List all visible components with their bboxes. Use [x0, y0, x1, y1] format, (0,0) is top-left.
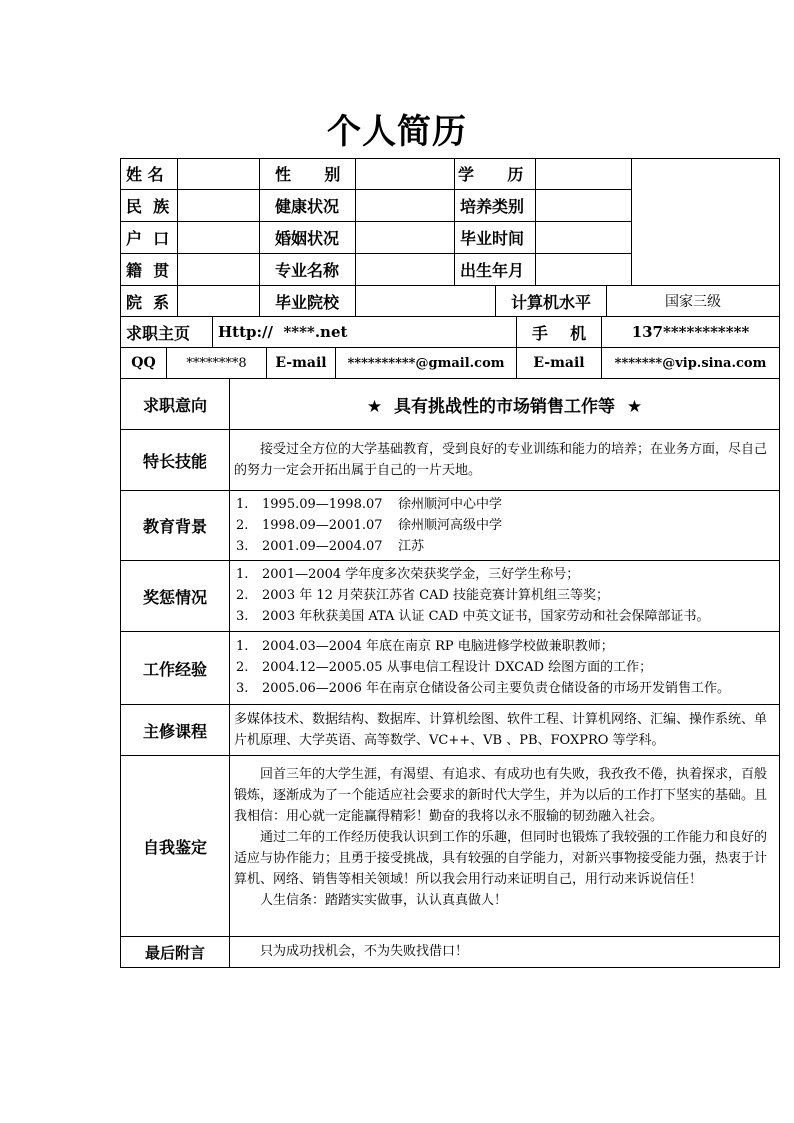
education-label: 学 历	[458, 165, 524, 184]
marital-field[interactable]	[356, 222, 454, 253]
intent-value: ★ 具有挑战性的市场销售工作等 ★	[366, 396, 643, 417]
hukou-label: 户 口	[126, 229, 170, 248]
education-field[interactable]	[536, 158, 631, 189]
list-item: 1. 2001—2004 学年度多次荣获奖学金，三好学生称号；	[236, 567, 580, 582]
health-label: 健康状况	[275, 197, 340, 216]
ethnicity-label: 民 族	[126, 197, 170, 216]
skills-text: 接受过全方位的大学基础教育，受到良好的专业训练和能力的培养；在业务方面，尽自己的努力一定会开拓出属于自己的一片天地。	[234, 442, 768, 478]
skills-label: 特长技能	[142, 451, 207, 471]
list-item: 3. 2003 年秋获美国 ATA 认证 CAD 中英文证书，国家劳动和社会保障部证书。	[236, 609, 710, 624]
school-label: 毕业院校	[275, 292, 340, 312]
work-label: 工作经验	[142, 659, 207, 679]
graduation-time-field[interactable]	[536, 222, 631, 253]
photo-area[interactable]	[632, 159, 779, 285]
native-label: 籍 贯	[126, 261, 170, 280]
department-label: 院 系	[126, 292, 170, 312]
education-list	[236, 494, 776, 557]
work-list	[236, 636, 776, 699]
computer-value: 国家三级	[665, 294, 721, 310]
list-item: 2. 1998.09—2001.07 徐州顺河高级中学	[236, 518, 503, 533]
intent-label: 求职意向	[142, 395, 207, 415]
list-item: 2. 2003 年 12 月荣获江苏省 CAD 技能竞赛计算机组三等奖；	[236, 588, 610, 603]
education-section-label: 教育背景	[142, 517, 207, 536]
gender-label: 性 别	[275, 165, 341, 184]
qq-value: ********8	[186, 355, 247, 371]
health-field[interactable]	[356, 190, 454, 221]
list-item: 1. 2004.03—2004 年底在南京 RP 电脑进修学校做兼职教师；	[236, 639, 614, 654]
mobile-label: 手 机	[531, 323, 587, 343]
gender-field[interactable]	[356, 158, 454, 189]
email1-value[interactable]: **********@gmail.com	[347, 355, 505, 371]
awards-list	[236, 564, 776, 627]
native-field[interactable]	[178, 254, 258, 285]
graduation-time-label: 毕业时间	[460, 229, 525, 248]
closing-label: 最后附言	[144, 943, 205, 962]
list-item: 1. 1995.09—1998.07 徐州顺河中心中学	[236, 497, 503, 512]
major-label: 专业名称	[275, 261, 340, 280]
email2-label: E-mail	[533, 355, 585, 371]
name-field[interactable]	[178, 158, 258, 189]
list-item: 3. 2001.09—2004.07 江苏	[236, 539, 425, 554]
page-title: 个人简历	[327, 112, 467, 152]
birth-field[interactable]	[536, 254, 631, 285]
department-field[interactable]	[178, 286, 258, 316]
training-field[interactable]	[536, 190, 631, 221]
mobile-value: 137***********	[631, 323, 750, 341]
homepage-value[interactable]: Http:// ****.net	[218, 323, 348, 341]
name-label: 姓 名	[126, 165, 164, 184]
email2-value[interactable]: *******@vip.sina.com	[614, 355, 767, 371]
qq-label: QQ	[131, 355, 156, 371]
list-item: 3. 2005.06—2006 年在南京仓储设备公司主要负责仓储设备的市场开发销售工作。	[236, 681, 730, 696]
resume-table	[120, 158, 780, 968]
ethnicity-field[interactable]	[178, 190, 258, 221]
closing-text: 只为成功找机会，不为失败找借口！	[260, 944, 469, 959]
computer-label: 计算机水平	[510, 292, 591, 312]
self-label: 自我鉴定	[142, 837, 207, 857]
list-item: 2. 2004.12—2005.05 从事电信工程设计 DXCAD 绘图方面的工作；	[236, 660, 653, 675]
training-label: 培养类别	[460, 197, 525, 216]
awards-label: 奖惩情况	[142, 587, 207, 607]
email1-label: E-mail	[275, 355, 327, 371]
courses-text: 多媒体技术、数据结构、数据库、计算机绘图、软件工程、计算机网络、汇编、操作系统、单片机原理、大学英语、高等数学、VC++、VB 、PB、FOXPRO 等学科。	[234, 712, 768, 748]
self-text: 回首三年的大学生涯，有渴望、有追求、有成功也有失败，我孜孜不倦，执着探求，百般锻炼，逐渐成为了一个能适应社会要求的新时代大学生，并为以后的工作打下坚实的基础。且我相信：用心就一定能赢得精彩！勤奋的我将以永不服输的韧劲融入社会。 通过二年的工作经历使我认识到工作的乐趣，但同时也锻炼了我较强的工作能力和良好的适应与协作能力；且勇于接受挑战，具有较强的自学能力，对新兴事物接受能力强，热衷于计算机、网络、销售等相关领域！所以我会用行动来证明自己，用行动来诉说信任！ 人生信条：踏踏实实做事，认认真真做人！	[234, 767, 768, 908]
homepage-label: 求职主页	[126, 323, 191, 343]
major-field[interactable]	[356, 254, 454, 285]
hukou-field[interactable]	[178, 222, 258, 253]
courses-label: 主修课程	[142, 721, 207, 741]
birth-label: 出生年月	[460, 261, 525, 280]
school-field[interactable]	[356, 286, 495, 316]
marital-label: 婚姻状况	[275, 229, 340, 248]
